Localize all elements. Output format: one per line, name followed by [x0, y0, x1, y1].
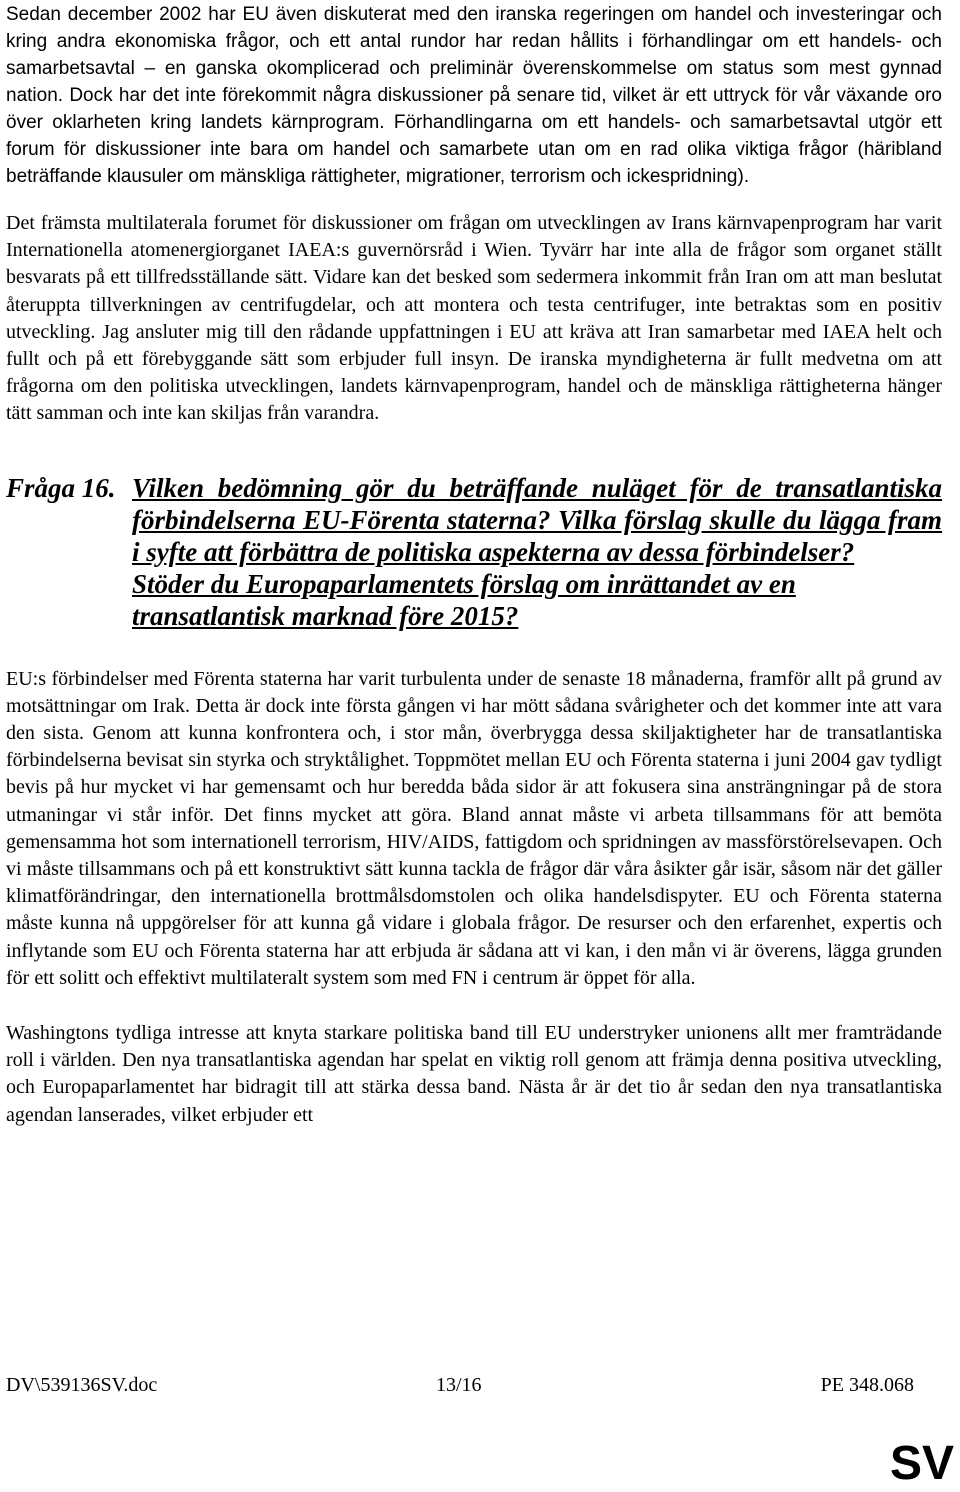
paragraph-iran-trade: Sedan december 2002 har EU även diskuterat med den iranska regeringen om handel och investeringar och kring andra ekonomiska frågor, och ett antal rundor har redan hållits i förhandlingar om ett handels- och samarbetsavtal – en ganska okomplicerad och preliminär överenskommelse om status som mest gynnad nation. Dock har det inte förekommit några diskussioner på senare tid, vilket är ett uttryck för vår växande oro över oklarheten kring landets kärnprogram. Förhandlingarna om ett handels- och samarbetsavtal utgör ett forum för diskussioner inte bara om handel och samarbete utan om en rad olika viktiga frågor (häribland beträffande klausuler om mänskliga rättigheter, migrationer, terrorism och ickespridning).: [6, 4, 942, 187]
footer-document-reference: DV\539136SV.doc: [6, 1374, 158, 1396]
paragraph-iaea: Det främsta multilaterala forumet för diskussioner om frågan om utvecklingen av Irans kärnvapenprogram har varit Internationella atomenergiorganet IAEA:s guvernörsråd i Wien. Tyvärr har inte alla de frågor som organet ställt besvarats på ett tillfredsställande sätt. Vidare kan det besked som sedermera inkommit från Iran om att man beslutat återuppta tillverkningen av centrifugdelar, och att montera och testa centrifuger, inte betraktas som en positiv utveckling. Jag ansluter mig till den rådande uppfattningen i EU att kräva att Iran samarbetar med IAEA helt och fullt och på ett förebyggande sätt som erbjuder full insyn. De iranska myndigheterna är fullt medvetna om att frågorna om den politiska utvecklingen, landets kärnvapenprogram, handel och de mänskliga rättigheterna hänger tätt samman och inte kan skiljas från varandra.: [6, 212, 942, 425]
document-page: [6, 0, 942, 1129]
question-text: [132, 472, 942, 632]
paragraph-washington: Washingtons tydliga intresse att knyta starkare politiska band till EU understryker unionens allt mer framträdande roll i världen. Den nya transatlantiska agendan har spelat en viktig roll genom att främja denna positiva utveckling, och Europaparlamentet har bidragit till att stärka dessa band. Nästa år är det tio år sedan den nya transatlantiska agendan lanserades, vilket erbjuder ett: [6, 1022, 942, 1126]
footer-page-number: 13/16: [436, 1374, 482, 1396]
footer-pe-number: PE 348.068: [820, 1374, 914, 1396]
question-sub: Stöder du Europaparlamentets förslag om inrättandet av en transatlantisk marknad före 2015?: [132, 568, 796, 631]
question-label: Fråga 16.: [6, 472, 116, 503]
question-16: [6, 472, 942, 632]
language-code: SV: [889, 1437, 954, 1490]
paragraph-transatlantic-relations: EU:s förbindelser med Förenta staterna har varit turbulenta under de senaste 18 månaderna, framför allt på grund av motsättningar om Irak. Detta är dock inte första gången vi har mött sådana svårigheter och det kommer inte att vara den sista. Genom att kunna konfrontera och, i stor mån, överbrygga dessa skiljaktigheter har de transatlantiska förbindelserna bevisat sin styrka och stryktålighet. Toppmötet mellan EU och Förenta staterna i juni 2004 gav tydligt bevis på hur mycket vi har gemensamt och hur beredda båda sidor är att fokusera sina ansträngningar på de stora utmaningar vi står inför. Det finns mycket att göra. Bland annat måste vi arbeta tillsammans för att bemöta gemensamma hot som internationell terrorism, HIV/AIDS, fattigdom och spridningen av massförstörelsevapen. Och vi måste tillsammans och på ett konstruktivt sätt kunna tackla de frågor där våra åsikter går isär, såsom när det gäller klimatförändringar, den internationella brottmålsdomstolen och olika handelsdispyter. EU och Förenta staterna måste kunna nå uppgörelser för att kunna gå vidare i globala frågor. De resurser och den erfarenhet, expertis och inflytande som EU och Förenta staterna har att erbjuda är sådana att vi kan, i den mån vi är överens, lägga grunden för ett solitt och effektivt multilateralt system som med FN i centrum är öppet för alla.: [6, 667, 942, 989]
question-main: Vilken bedömning gör du beträffande nuläget för de transatlantiska förbindelserna EU-Förenta staterna? Vilka förslag skulle du lägga fram i syfte att förbättra de politiska aspekterna av dessa förbindelser?: [132, 472, 942, 567]
